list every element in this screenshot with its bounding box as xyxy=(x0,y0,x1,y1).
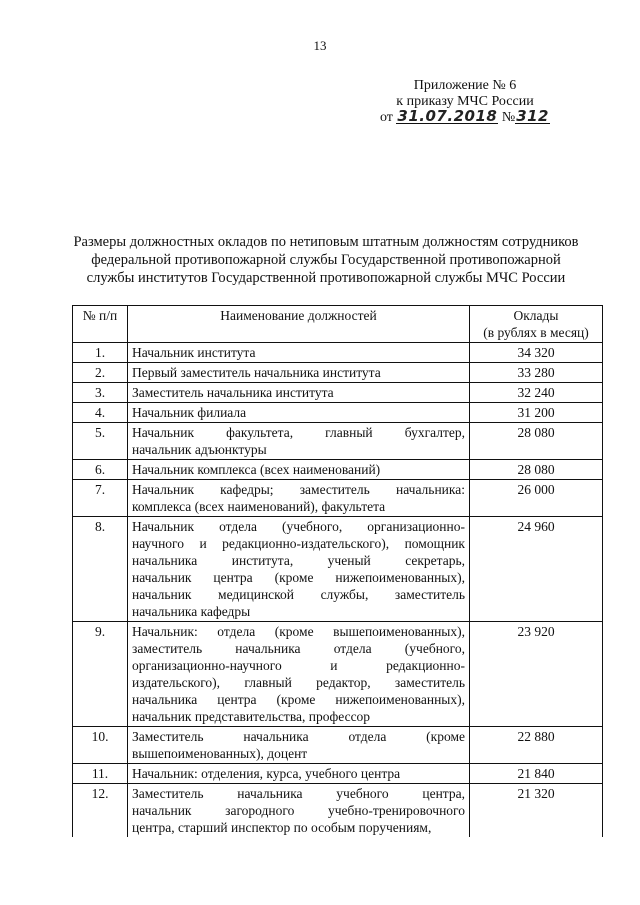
table-row xyxy=(73,383,603,403)
position-name xyxy=(128,363,470,383)
position-name-line: начальник адъюнктуры xyxy=(132,442,267,457)
position-name xyxy=(128,480,470,517)
position-name-line: Начальник кафедры; заместитель начальника: xyxy=(132,482,465,497)
position-name-line: Заместитель начальника учебного центра, xyxy=(132,786,465,801)
position-name-line: Первый заместитель начальника института xyxy=(132,365,381,380)
header-salary-line1: Оклады xyxy=(513,308,559,323)
salary-table xyxy=(72,305,603,837)
position-name-line: Заместитель начальника отдела (кроме xyxy=(132,729,465,744)
row-number: 9. xyxy=(73,622,128,727)
row-number: 8. xyxy=(73,517,128,622)
salary-value: 21 320 xyxy=(470,784,603,838)
position-name-line: научного и редакционно-издательского), помощник xyxy=(132,536,465,551)
salary-value: 24 960 xyxy=(470,517,603,622)
row-number: 12. xyxy=(73,784,128,838)
salary-value: 21 840 xyxy=(470,764,603,784)
position-name-line: начальник загородного учебно-тренировочного xyxy=(132,803,465,818)
position-name-line: вышепоименованных), доцент xyxy=(132,746,308,761)
position-name-line: Начальник: отдела (кроме вышепоименованных), xyxy=(132,624,465,639)
appendix-block xyxy=(360,78,570,126)
row-number: 6. xyxy=(73,460,128,480)
salary-value: 34 320 xyxy=(470,343,603,363)
appendix-title: Приложение № 6 xyxy=(413,78,517,93)
row-number: 10. xyxy=(73,727,128,764)
position-name xyxy=(128,460,470,480)
salary-value: 22 880 xyxy=(470,727,603,764)
document-title xyxy=(56,233,596,287)
position-name xyxy=(128,343,470,363)
title-line: федеральной противопожарной службы Государственной противопожарной xyxy=(91,252,561,268)
position-name-line: начальника института, ученый секретарь, xyxy=(132,553,465,568)
table-row xyxy=(73,784,603,838)
position-name-line: Начальник института xyxy=(132,345,256,360)
table-body xyxy=(73,343,603,838)
table-header-row xyxy=(73,306,603,343)
position-name-line: Заместитель начальника института xyxy=(132,385,334,400)
row-number: 11. xyxy=(73,764,128,784)
row-number: 1. xyxy=(73,343,128,363)
position-name-line: начальник центра (кроме нижепоименованных), xyxy=(132,570,465,585)
appendix-number-sign: № xyxy=(501,110,516,125)
salary-value: 33 280 xyxy=(470,363,603,383)
appendix-from-label: от xyxy=(379,110,393,125)
title-line: Размеры должностных окладов по нетиповым штатным должностям сотрудников xyxy=(73,234,579,250)
position-name xyxy=(128,403,470,423)
appendix-number: 312 xyxy=(516,107,549,125)
table-row xyxy=(73,423,603,460)
position-name-line: начальника кафедры xyxy=(132,604,251,619)
position-name-line: заместитель начальника отдела (учебного, xyxy=(132,641,465,656)
header-salary-line2: (в рублях в месяц) xyxy=(483,325,589,340)
table-row xyxy=(73,480,603,517)
position-name-line: начальника центра (кроме нижепоименованных), xyxy=(132,692,465,707)
position-name xyxy=(128,727,470,764)
salary-value: 31 200 xyxy=(470,403,603,423)
table-row xyxy=(73,460,603,480)
salary-value: 28 080 xyxy=(470,460,603,480)
row-number: 4. xyxy=(73,403,128,423)
position-name xyxy=(128,622,470,727)
appendix-date-line xyxy=(360,107,570,126)
page-number: 13 xyxy=(313,38,327,53)
appendix-order-ref: к приказу МЧС России xyxy=(396,94,534,109)
row-number: 7. xyxy=(73,480,128,517)
header-num: № п/п xyxy=(73,306,128,343)
appendix-date: 31.07.2018 xyxy=(397,107,498,125)
table-row xyxy=(73,517,603,622)
position-name-line: комплекса (всех наименований), факультета xyxy=(132,499,386,514)
position-name-line: издательского), главный редактор, заместитель xyxy=(132,675,465,690)
row-number: 5. xyxy=(73,423,128,460)
table-row xyxy=(73,764,603,784)
position-name-line: начальник медицинской службы, заместитель xyxy=(132,587,465,602)
row-number: 3. xyxy=(73,383,128,403)
header-name: Наименование должностей xyxy=(128,306,470,343)
salary-value: 28 080 xyxy=(470,423,603,460)
position-name xyxy=(128,764,470,784)
table-row xyxy=(73,363,603,383)
position-name-line: центра, старший инспектор по особым поручениям, xyxy=(132,820,432,835)
position-name xyxy=(128,784,470,838)
title-line: службы институтов Государственной противопожарной службы МЧС России xyxy=(86,270,566,286)
table-row xyxy=(73,403,603,423)
table-row xyxy=(73,343,603,363)
position-name-line: начальник представительства, профессор xyxy=(132,709,371,724)
position-name-line: Начальник отдела (учебного, организационно- xyxy=(132,519,465,534)
table-row xyxy=(73,727,603,764)
position-name-line: Начальник филиала xyxy=(132,405,247,420)
position-name xyxy=(128,383,470,403)
salary-value: 23 920 xyxy=(470,622,603,727)
position-name-line: Начальник: отделения, курса, учебного центра xyxy=(132,766,401,781)
table-row xyxy=(73,622,603,727)
position-name xyxy=(128,517,470,622)
position-name-line: Начальник комплекса (всех наименований) xyxy=(132,462,381,477)
position-name-line: организационно-научного и редакционно- xyxy=(132,658,465,673)
position-name-line: Начальник факультета, главный бухгалтер, xyxy=(132,425,465,440)
header-salary xyxy=(470,306,603,343)
position-name xyxy=(128,423,470,460)
row-number: 2. xyxy=(73,363,128,383)
salary-value: 32 240 xyxy=(470,383,603,403)
salary-value: 26 000 xyxy=(470,480,603,517)
